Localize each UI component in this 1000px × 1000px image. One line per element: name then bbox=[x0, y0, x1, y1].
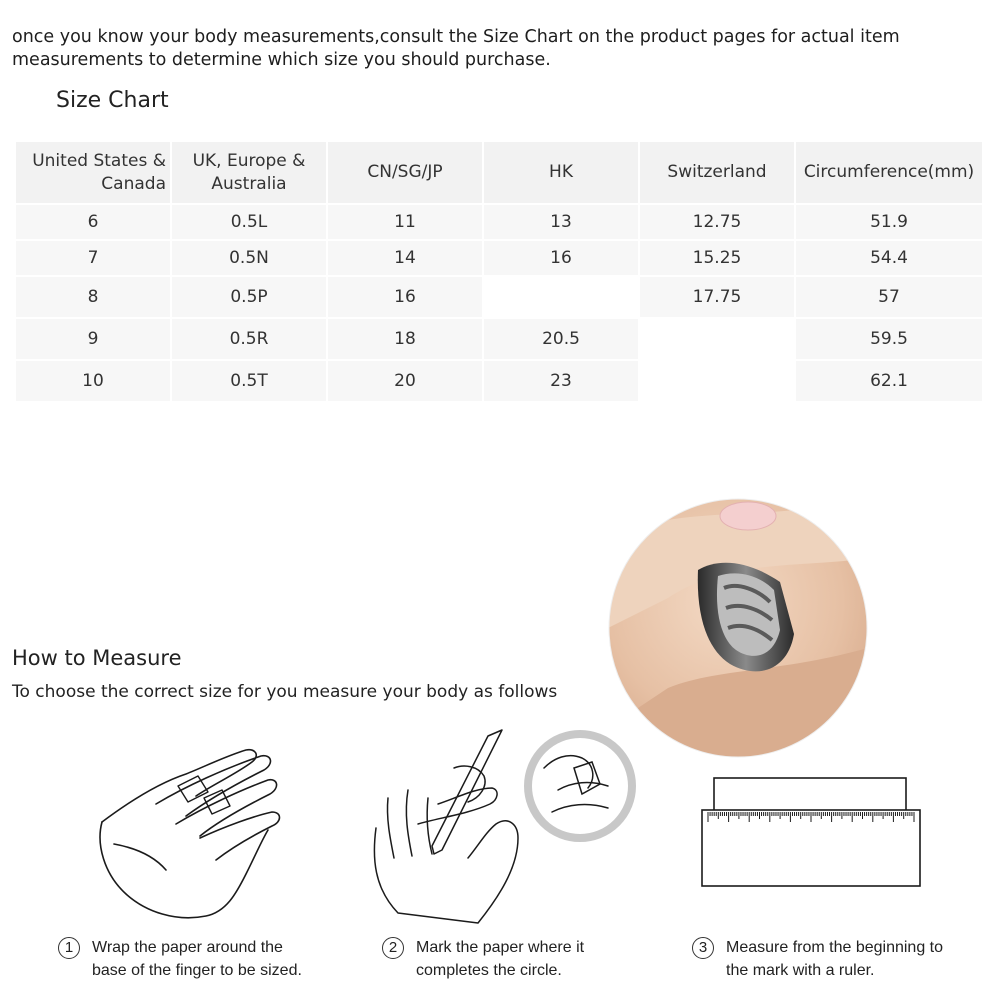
step-number-badge: 2 bbox=[382, 937, 404, 959]
cell-ch: 12.75 bbox=[640, 205, 794, 239]
cell-ch: 15.25 bbox=[640, 241, 794, 275]
table-row bbox=[16, 241, 982, 275]
cell-ch: 17.75 bbox=[640, 277, 794, 317]
cell-circ: 57 bbox=[796, 277, 982, 317]
table-row bbox=[16, 319, 982, 359]
header-uk-europe-australia: UK, Europe & Australia bbox=[172, 142, 326, 203]
cell-circ: 62.1 bbox=[796, 361, 982, 401]
step-2-line-2: completes the circle. bbox=[416, 962, 562, 979]
cell-us: 7 bbox=[16, 241, 170, 275]
cell-circ: 59.5 bbox=[796, 319, 982, 359]
header-cn-sg-jp: CN/SG/JP bbox=[328, 142, 482, 203]
size-chart-table bbox=[14, 140, 984, 403]
cell-hk: 20.5 bbox=[484, 319, 638, 359]
cell-ch bbox=[640, 361, 794, 401]
cell-us: 6 bbox=[16, 205, 170, 239]
size-chart-title: Size Chart bbox=[56, 88, 169, 113]
hand-mark-illustration bbox=[368, 728, 638, 928]
table-row bbox=[16, 361, 982, 401]
step-1-line-2: base of the finger to be sized. bbox=[92, 962, 302, 979]
ruler-illustration bbox=[700, 776, 922, 888]
step-2-text bbox=[416, 936, 584, 982]
cell-uk: 0.5L bbox=[172, 205, 326, 239]
cell-cn: 14 bbox=[328, 241, 482, 275]
how-to-measure-title: How to Measure bbox=[12, 646, 182, 670]
cell-hk: 16 bbox=[484, 241, 638, 275]
table-row bbox=[16, 277, 982, 317]
cell-hk: 13 bbox=[484, 205, 638, 239]
size-chart-header-row bbox=[16, 142, 982, 203]
cell-us: 8 bbox=[16, 277, 170, 317]
header-us-canada: United States & Canada bbox=[16, 142, 170, 203]
header-switzerland: Switzerland bbox=[640, 142, 794, 203]
cell-cn: 16 bbox=[328, 277, 482, 317]
cell-uk: 0.5T bbox=[172, 361, 326, 401]
cell-hk: 23 bbox=[484, 361, 638, 401]
step-1-text bbox=[92, 936, 302, 982]
hand-wrap-illustration bbox=[96, 744, 296, 929]
step-3-line-2: the mark with a ruler. bbox=[726, 962, 875, 979]
cell-cn: 11 bbox=[328, 205, 482, 239]
cell-hk bbox=[484, 277, 638, 317]
cell-circ: 51.9 bbox=[796, 205, 982, 239]
step-3-text bbox=[726, 936, 943, 982]
cell-cn: 18 bbox=[328, 319, 482, 359]
table-row bbox=[16, 205, 982, 239]
cell-uk: 0.5P bbox=[172, 277, 326, 317]
cell-circ: 54.4 bbox=[796, 241, 982, 275]
ring-on-finger-photo bbox=[608, 498, 868, 758]
how-to-measure-subtitle: To choose the correct size for you measure your body as follows bbox=[12, 682, 558, 702]
cell-ch bbox=[640, 319, 794, 359]
step-1-line-1: Wrap the paper around the bbox=[92, 939, 283, 956]
step-number-badge: 1 bbox=[58, 937, 80, 959]
cell-uk: 0.5N bbox=[172, 241, 326, 275]
cell-uk: 0.5R bbox=[172, 319, 326, 359]
step-2-line-1: Mark the paper where it bbox=[416, 939, 585, 956]
cell-us: 9 bbox=[16, 319, 170, 359]
header-circumference: Circumference(mm) bbox=[796, 142, 982, 203]
cell-us: 10 bbox=[16, 361, 170, 401]
intro-text: once you know your body measurements,consult the Size Chart on the product pages for actual item measurements to determine which size you should purchase. bbox=[12, 27, 900, 70]
header-hk: HK bbox=[484, 142, 638, 203]
cell-cn: 20 bbox=[328, 361, 482, 401]
step-3-line-1: Measure from the beginning to bbox=[726, 939, 944, 956]
step-number-badge: 3 bbox=[692, 937, 714, 959]
